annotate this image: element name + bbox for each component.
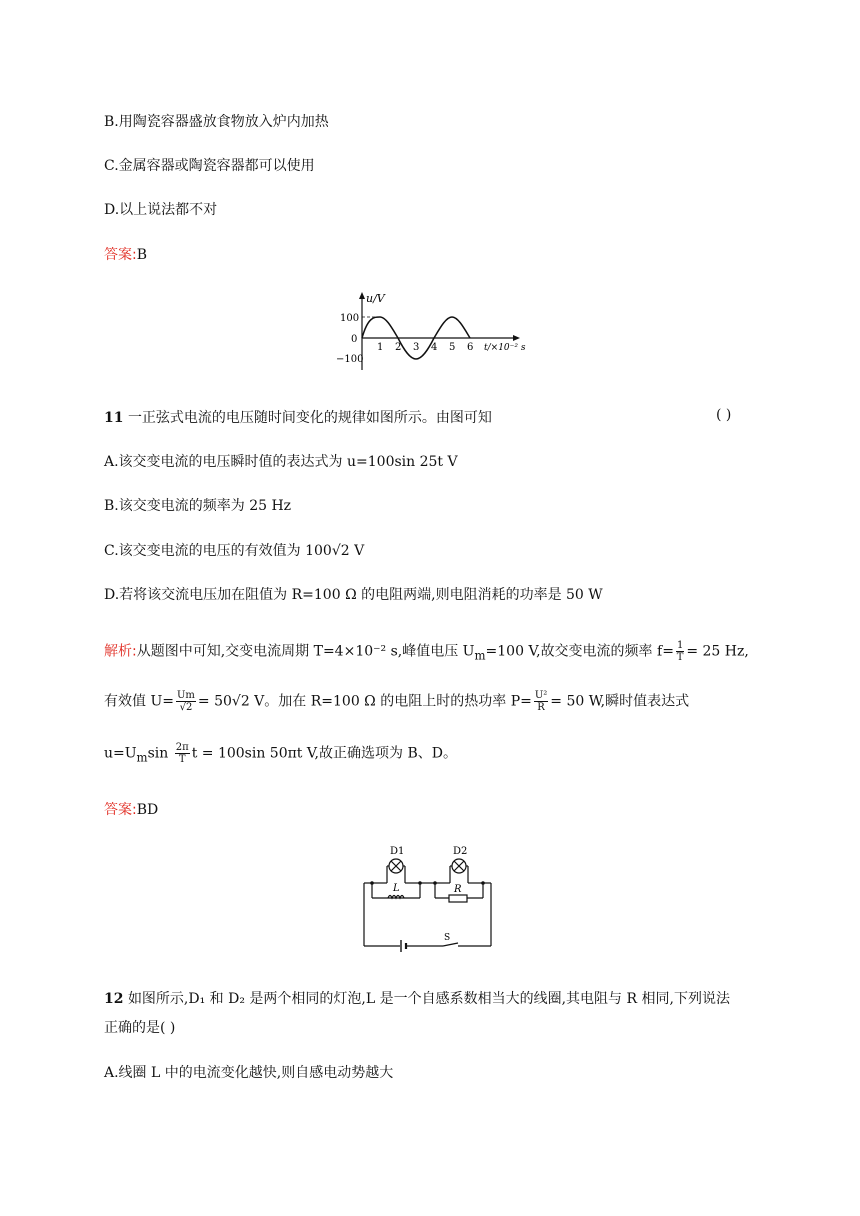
fraction-1-over-t xyxy=(676,640,684,663)
label-d2: D2 xyxy=(453,846,468,857)
q12-option-a: A.线圈 L 中的电流变化越快,则自感电动势越大 xyxy=(104,1065,394,1081)
frac-denominator: √2 xyxy=(179,702,193,713)
junction-dot xyxy=(481,881,485,885)
q11-answer-paren: ( ) xyxy=(716,407,732,423)
junction-dot xyxy=(370,881,374,885)
solution-line-1 xyxy=(104,640,749,663)
q11-answer xyxy=(104,799,158,819)
circuit-diagram xyxy=(360,840,500,955)
fraction-um-over-sqrt2 xyxy=(176,690,196,713)
switch-s xyxy=(443,943,458,946)
voltage-time-graph xyxy=(336,288,536,378)
label-l: L xyxy=(393,883,400,894)
solution-line-3 xyxy=(104,742,457,765)
solution-text: t = 100sin 50πt V,故正确选项为 B、D。 xyxy=(191,745,457,762)
q11-option-c xyxy=(104,540,364,560)
x-tick-2: 2 xyxy=(395,342,402,353)
label-s: S xyxy=(444,933,451,943)
solution-text: =100 V,故交变电流的频率 f= xyxy=(485,643,674,660)
fraction-u2-over-r xyxy=(534,690,548,713)
y-tick-0: 0 xyxy=(351,334,358,345)
x-tick-3: 3 xyxy=(413,342,420,353)
q11-option-b: B.该交变电流的频率为 25 Hz xyxy=(104,498,292,514)
x-axis-label: t/×10⁻² s xyxy=(484,343,526,353)
solution-text: sin xyxy=(147,745,173,762)
frac-numerator: 1 xyxy=(676,640,684,651)
solution-text: = 50√2 V。加在 R=100 Ω 的电阻上时的热功率 P= xyxy=(197,693,532,710)
answer-label: 答案: xyxy=(104,247,137,263)
question-number: 11 xyxy=(104,410,124,426)
y-tick-neg100: −100 xyxy=(336,354,364,365)
frac-numerator: 2π xyxy=(175,742,189,753)
subscript: m xyxy=(136,750,148,765)
solution-text: 有效值 U= xyxy=(104,693,174,710)
x-tick-6: 6 xyxy=(467,342,474,353)
q10-answer xyxy=(104,244,147,264)
frac-denominator: T xyxy=(676,652,684,663)
q11-option-d: D.若将该交流电压加在阻值为 R=100 Ω 的电阻两端,则电阻消耗的功率是 50 W xyxy=(104,587,603,603)
question-number: 12 xyxy=(104,991,124,1007)
q11-stem xyxy=(104,407,492,427)
solution-text: 从题图中可知,交变电流周期 T=4×10⁻² s,峰值电压 U xyxy=(136,643,475,660)
solution-text: u=U xyxy=(104,745,137,762)
option-c-prefix: C.该交变电流的电压的有效值为 100 xyxy=(104,543,332,559)
resistor-r xyxy=(449,895,467,902)
option-c-suffix: V xyxy=(349,543,365,559)
subscript: m xyxy=(474,648,486,663)
y-axis-arrow xyxy=(359,292,365,299)
question-text: 如图所示,D₁ 和 D₂ 是两个相同的灯泡,L 是一个自感系数相当大的线圈,其电阻与 R 相同,下列说法 xyxy=(127,991,730,1007)
q11-option-a: A.该交变电流的电压瞬时值的表达式为 u=100sin 25t V xyxy=(104,454,458,470)
frac-numerator: U² xyxy=(534,690,548,701)
answer-label: 答案: xyxy=(104,802,137,818)
solution-text: = 50 W,瞬时值表达式 xyxy=(550,693,690,710)
junction-dot xyxy=(433,881,437,885)
x-tick-1: 1 xyxy=(377,342,384,353)
frac-numerator: Um xyxy=(176,690,195,701)
q10-option-c: C.金属容器或陶瓷容器都可以使用 xyxy=(104,158,315,174)
label-r: R xyxy=(454,884,462,895)
question-text: 一正弦式电流的电压随时间变化的规律如图所示。由图可知 xyxy=(127,410,492,426)
frac-denominator: R xyxy=(537,702,545,713)
y-tick-100: 100 xyxy=(340,313,360,324)
answer-value: BD xyxy=(136,802,159,818)
frac-denominator: T xyxy=(178,754,186,765)
q12-stem-line-2: 正确的是( ) xyxy=(104,1020,176,1036)
option-c-sqrt: √2 xyxy=(331,543,350,559)
answer-value: B xyxy=(136,247,148,263)
x-tick-4: 4 xyxy=(431,342,438,353)
q12-stem-line-1 xyxy=(104,988,730,1008)
solution-line-2 xyxy=(104,690,689,713)
label-d1: D1 xyxy=(390,846,405,857)
fraction-2pi-over-t xyxy=(175,742,190,765)
solution-label: 解析: xyxy=(104,643,137,660)
q10-option-b: B.用陶瓷容器盛放食物放入炉内加热 xyxy=(104,114,329,130)
x-tick-5: 5 xyxy=(449,342,456,353)
solution-text: = 25 Hz, xyxy=(686,643,749,660)
junction-dot xyxy=(418,881,422,885)
y-axis-label: u/V xyxy=(366,292,385,305)
q10-option-d: D.以上说法都不对 xyxy=(104,202,218,218)
x-axis-arrow xyxy=(513,335,520,341)
